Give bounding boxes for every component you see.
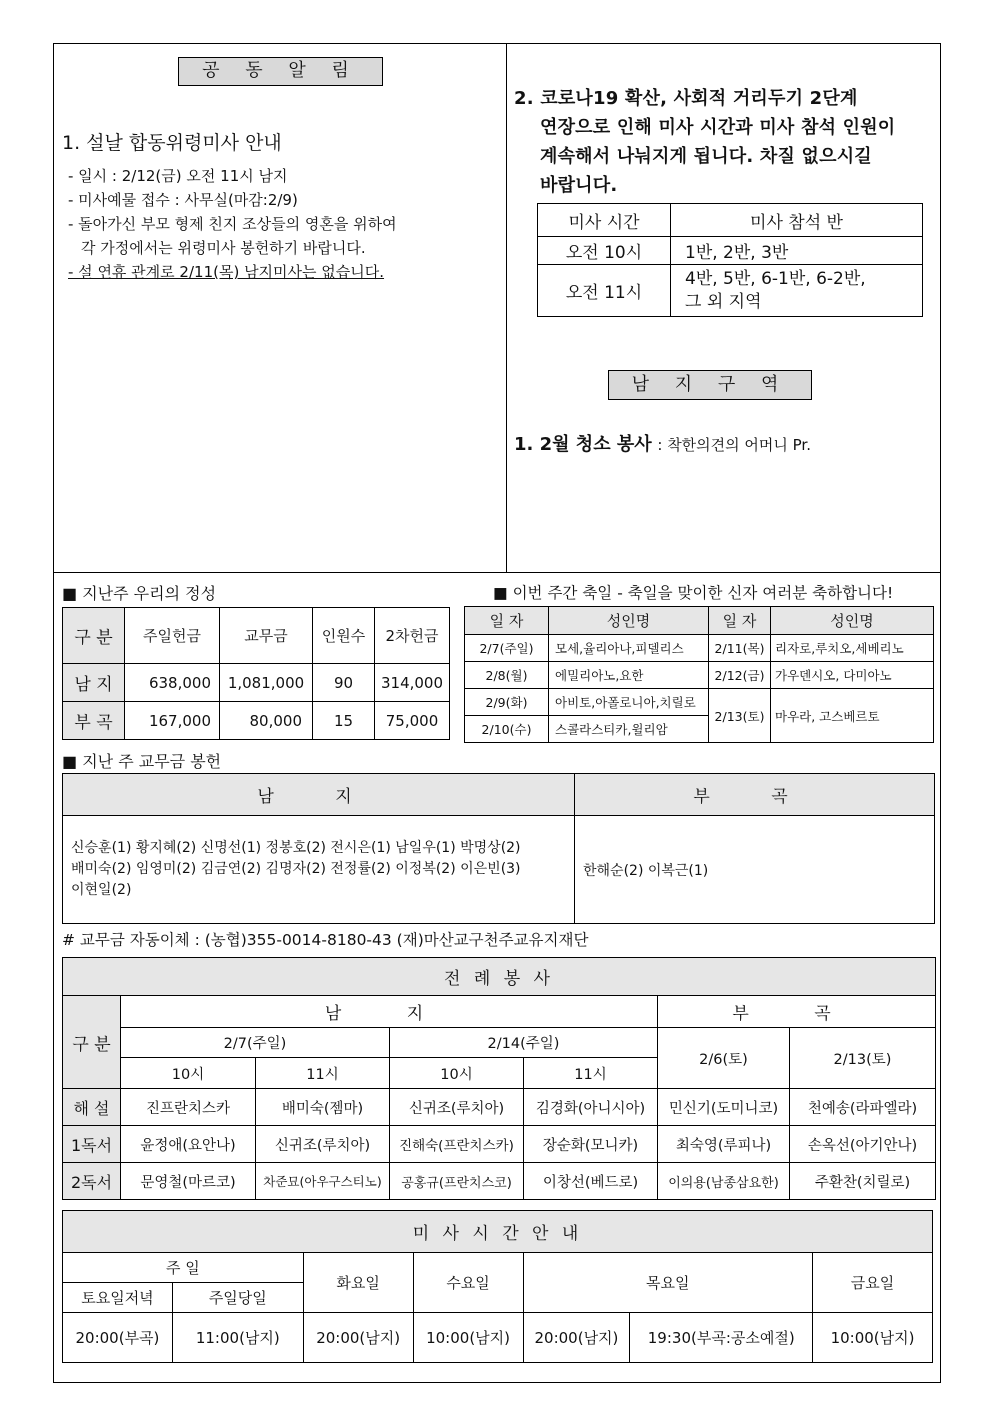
feast-header: 일 자 (709, 607, 771, 635)
liturgy-name: 차준묘(아우구스티노) (256, 1163, 390, 1200)
offering-header: 인원수 (313, 608, 375, 664)
liturgy-date: 2/13(토) (790, 1028, 936, 1089)
liturgy-name: 윤정애(요안나) (121, 1126, 256, 1163)
liturgy-name: 손옥선(아기안나) (790, 1126, 936, 1163)
section-divider (53, 572, 941, 573)
mass-sat-eve: 토요일저녁 (63, 1283, 173, 1313)
offering-header: 주일헌금 (125, 608, 220, 664)
feast-header: 성인명 (549, 607, 709, 635)
namji-title: 남 지 구 역 (608, 370, 812, 400)
seat-header-time: 미사 시간 (538, 204, 671, 237)
offering-cell: 638,000 (125, 664, 220, 702)
seat-groups-line1: 4반, 5반, 6-1반, 6-2반, (685, 268, 866, 289)
liturgy-time: 10시 (390, 1058, 524, 1089)
dues-bugok: 한해순(2) 이복근(1) (575, 816, 935, 924)
mass-time: 10:00(남지) (413, 1313, 523, 1363)
dues-header-bugok: 부 곡 (575, 774, 935, 816)
feast-header: 성인명 (771, 607, 934, 635)
mass-title: 미 사 시 간 안 내 (63, 1211, 933, 1253)
feast-saints: 스콜라스티카,윌리암 (549, 716, 709, 743)
mass-time: 11:00(남지) (172, 1313, 303, 1363)
bullet-receipt: - 미사예물 접수 : 사무실(마감:2/9) (68, 191, 298, 209)
namji-item-value: : 착한의견의 어머니 Pr. (657, 436, 811, 454)
liturgy-name: 주환찬(치릴로) (790, 1163, 936, 1200)
dues-header-namji: 남 지 (63, 774, 575, 816)
mass-thu: 목요일 (523, 1253, 813, 1313)
top-divider (506, 43, 507, 572)
mass-time: 20:00(남지) (303, 1313, 413, 1363)
liturgy-name: 김경화(아니시아) (524, 1089, 658, 1126)
feast-saints: 가우덴시오, 다미아노 (771, 662, 934, 689)
offering-cell: 90 (313, 664, 375, 702)
bullet-no-mass: - 설 연휴 관계로 2/11(목) 남지미사는 없습니다. (68, 263, 385, 281)
offering-cell: 80,000 (220, 702, 313, 740)
dues-namji-line: 이현일(2) (71, 882, 132, 898)
liturgy-name: 민신기(도미니코) (658, 1089, 790, 1126)
liturgy-name: 공홍규(프란치스코) (390, 1163, 524, 1200)
feast-table (464, 606, 934, 743)
liturgy-bugok: 부 곡 (658, 996, 936, 1028)
feast-header: 일 자 (465, 607, 549, 635)
dues-namji (63, 816, 575, 924)
liturgy-date: 2/7(주일) (121, 1028, 390, 1058)
liturgy-row-label: 1독서 (63, 1126, 121, 1163)
seat-groups-line2: 그 외 지역 (685, 291, 762, 312)
liturgy-time: 11시 (256, 1058, 390, 1089)
item1-bullets (68, 164, 498, 284)
mass-time: 10:00(남지) (813, 1313, 933, 1363)
liturgy-name: 신귀조(루치아) (390, 1089, 524, 1126)
mass-seat-table (537, 203, 923, 317)
liturgy-row-label: 2독서 (63, 1163, 121, 1200)
item2-line2: 연장으로 인해 미사 시간과 미사 참석 인원이 (540, 117, 896, 138)
mass-fri: 금요일 (813, 1253, 933, 1313)
liturgy-title: 전 례 봉 사 (63, 958, 936, 996)
seat-groups (671, 265, 923, 317)
liturgy-name: 천예송(라파엘라) (790, 1089, 936, 1126)
feast-title: ■ 이번 주간 축일 - 축일을 맞이한 신자 여러분 축하합니다! (493, 584, 894, 602)
feast-date: 2/13(토) (709, 689, 771, 743)
feast-date: 2/9(화) (465, 689, 549, 716)
feast-saints: 리자로,루치오,세베리노 (771, 635, 934, 662)
item2-line4: 바랍니다. (540, 175, 618, 196)
feast-date: 2/8(월) (465, 662, 549, 689)
offering-header: 2차헌금 (375, 608, 450, 664)
dues-namji-line: 배미숙(2) 임영미(2) 김금연(2) 김명자(2) 전정률(2) 이정복(2) 이은빈(3) (71, 861, 521, 877)
offering-cell: 314,000 (375, 664, 450, 702)
seat-header-group: 미사 참석 반 (671, 204, 923, 237)
seat-groups: 1반, 2반, 3반 (671, 237, 923, 265)
feast-date: 2/7(주일) (465, 635, 549, 662)
mass-tue: 화요일 (303, 1253, 413, 1313)
liturgy-name: 신귀조(루치아) (256, 1126, 390, 1163)
mass-sun-day: 주일당일 (172, 1283, 303, 1313)
feast-date: 2/11(목) (709, 635, 771, 662)
mass-time: 20:00(남지) (523, 1313, 630, 1363)
item2-line3: 계속해서 나눠지게 됩니다. 차질 없으시길 (540, 146, 872, 167)
liturgy-time: 11시 (524, 1058, 658, 1089)
liturgy-name: 이창선(베드로) (524, 1163, 658, 1200)
feast-saints: 아비토,아폴로니아,치릴로 (549, 689, 709, 716)
liturgy-time: 10시 (121, 1058, 256, 1089)
feast-saints: 마우라, 고스베르토 (771, 689, 934, 743)
mass-wed: 수요일 (413, 1253, 523, 1313)
feast-date: 2/12(금) (709, 662, 771, 689)
namji-item (514, 430, 811, 456)
feast-saints: 모세,율리아나,피델리스 (549, 635, 709, 662)
liturgy-namji: 남 지 (121, 996, 658, 1028)
liturgy-name: 진해숙(프란치스카) (390, 1126, 524, 1163)
offering-cell: 15 (313, 702, 375, 740)
offering-header: 교무금 (220, 608, 313, 664)
bullet-prayer: - 돌아가신 부모 형제 친지 조상들의 영혼을 위하여 (68, 215, 397, 233)
notice-title: 공 동 알 림 (178, 57, 383, 86)
mass-sunday: 주 일 (63, 1253, 304, 1283)
offering-header: 구 분 (63, 608, 125, 664)
mass-time: 19:30(부곡:공소예절) (630, 1313, 813, 1363)
seat-time: 오전 10시 (538, 237, 671, 265)
liturgy-table (62, 957, 936, 1200)
dues-table (62, 773, 935, 924)
dues-title: ■ 지난 주 교무금 봉헌 (62, 752, 222, 771)
mass-time-table (62, 1210, 933, 1363)
bullet-prayer-cont: 각 가정에서는 위령미사 봉헌하기 바랍니다. (81, 239, 366, 257)
bullet-date: - 일시 : 2/12(금) 오전 11시 남지 (68, 167, 288, 185)
seat-time: 오전 11시 (538, 265, 671, 317)
feast-saints: 에밀리아노,요한 (549, 662, 709, 689)
liturgy-name: 문영철(마르코) (121, 1163, 256, 1200)
offering-cell: 167,000 (125, 702, 220, 740)
liturgy-name: 진프란치스카 (121, 1089, 256, 1126)
namji-item-label: 1. 2월 청소 봉사 (514, 434, 652, 455)
liturgy-date: 2/14(주일) (390, 1028, 658, 1058)
offering-table (62, 607, 450, 740)
item1-heading: 1. 설날 합동위령미사 안내 (62, 132, 282, 154)
liturgy-row-label: 해 설 (63, 1089, 121, 1126)
dues-namji-line: 신승훈(1) 황지혜(2) 신명선(1) 정봉호(2) 전시은(1) 남일우(1) 박명상(2) (71, 840, 521, 856)
offering-title: ■ 지난주 우리의 정성 (62, 584, 217, 603)
feast-date: 2/10(수) (465, 716, 549, 743)
offering-cell: 1,081,000 (220, 664, 313, 702)
liturgy-name: 배미숙(젬마) (256, 1089, 390, 1126)
liturgy-name: 최숙영(루피나) (658, 1126, 790, 1163)
liturgy-name: 장순화(모니카) (524, 1126, 658, 1163)
offering-row-label: 남 지 (63, 664, 125, 702)
autopay-note: # 교무금 자동이체 : (농협)355-0014-8180-43 (재)마산교구천주교유지재단 (62, 931, 589, 949)
item2-text (514, 84, 895, 200)
liturgy-date: 2/6(토) (658, 1028, 790, 1089)
offering-row-label: 부 곡 (63, 702, 125, 740)
offering-cell: 75,000 (375, 702, 450, 740)
liturgy-name: 이의용(남종삼요한) (658, 1163, 790, 1200)
liturgy-group-label: 구 분 (63, 996, 121, 1089)
mass-time: 20:00(부곡) (63, 1313, 173, 1363)
item2-line1: 2. 코로나19 확산, 사회적 거리두기 2단계 (514, 88, 858, 109)
